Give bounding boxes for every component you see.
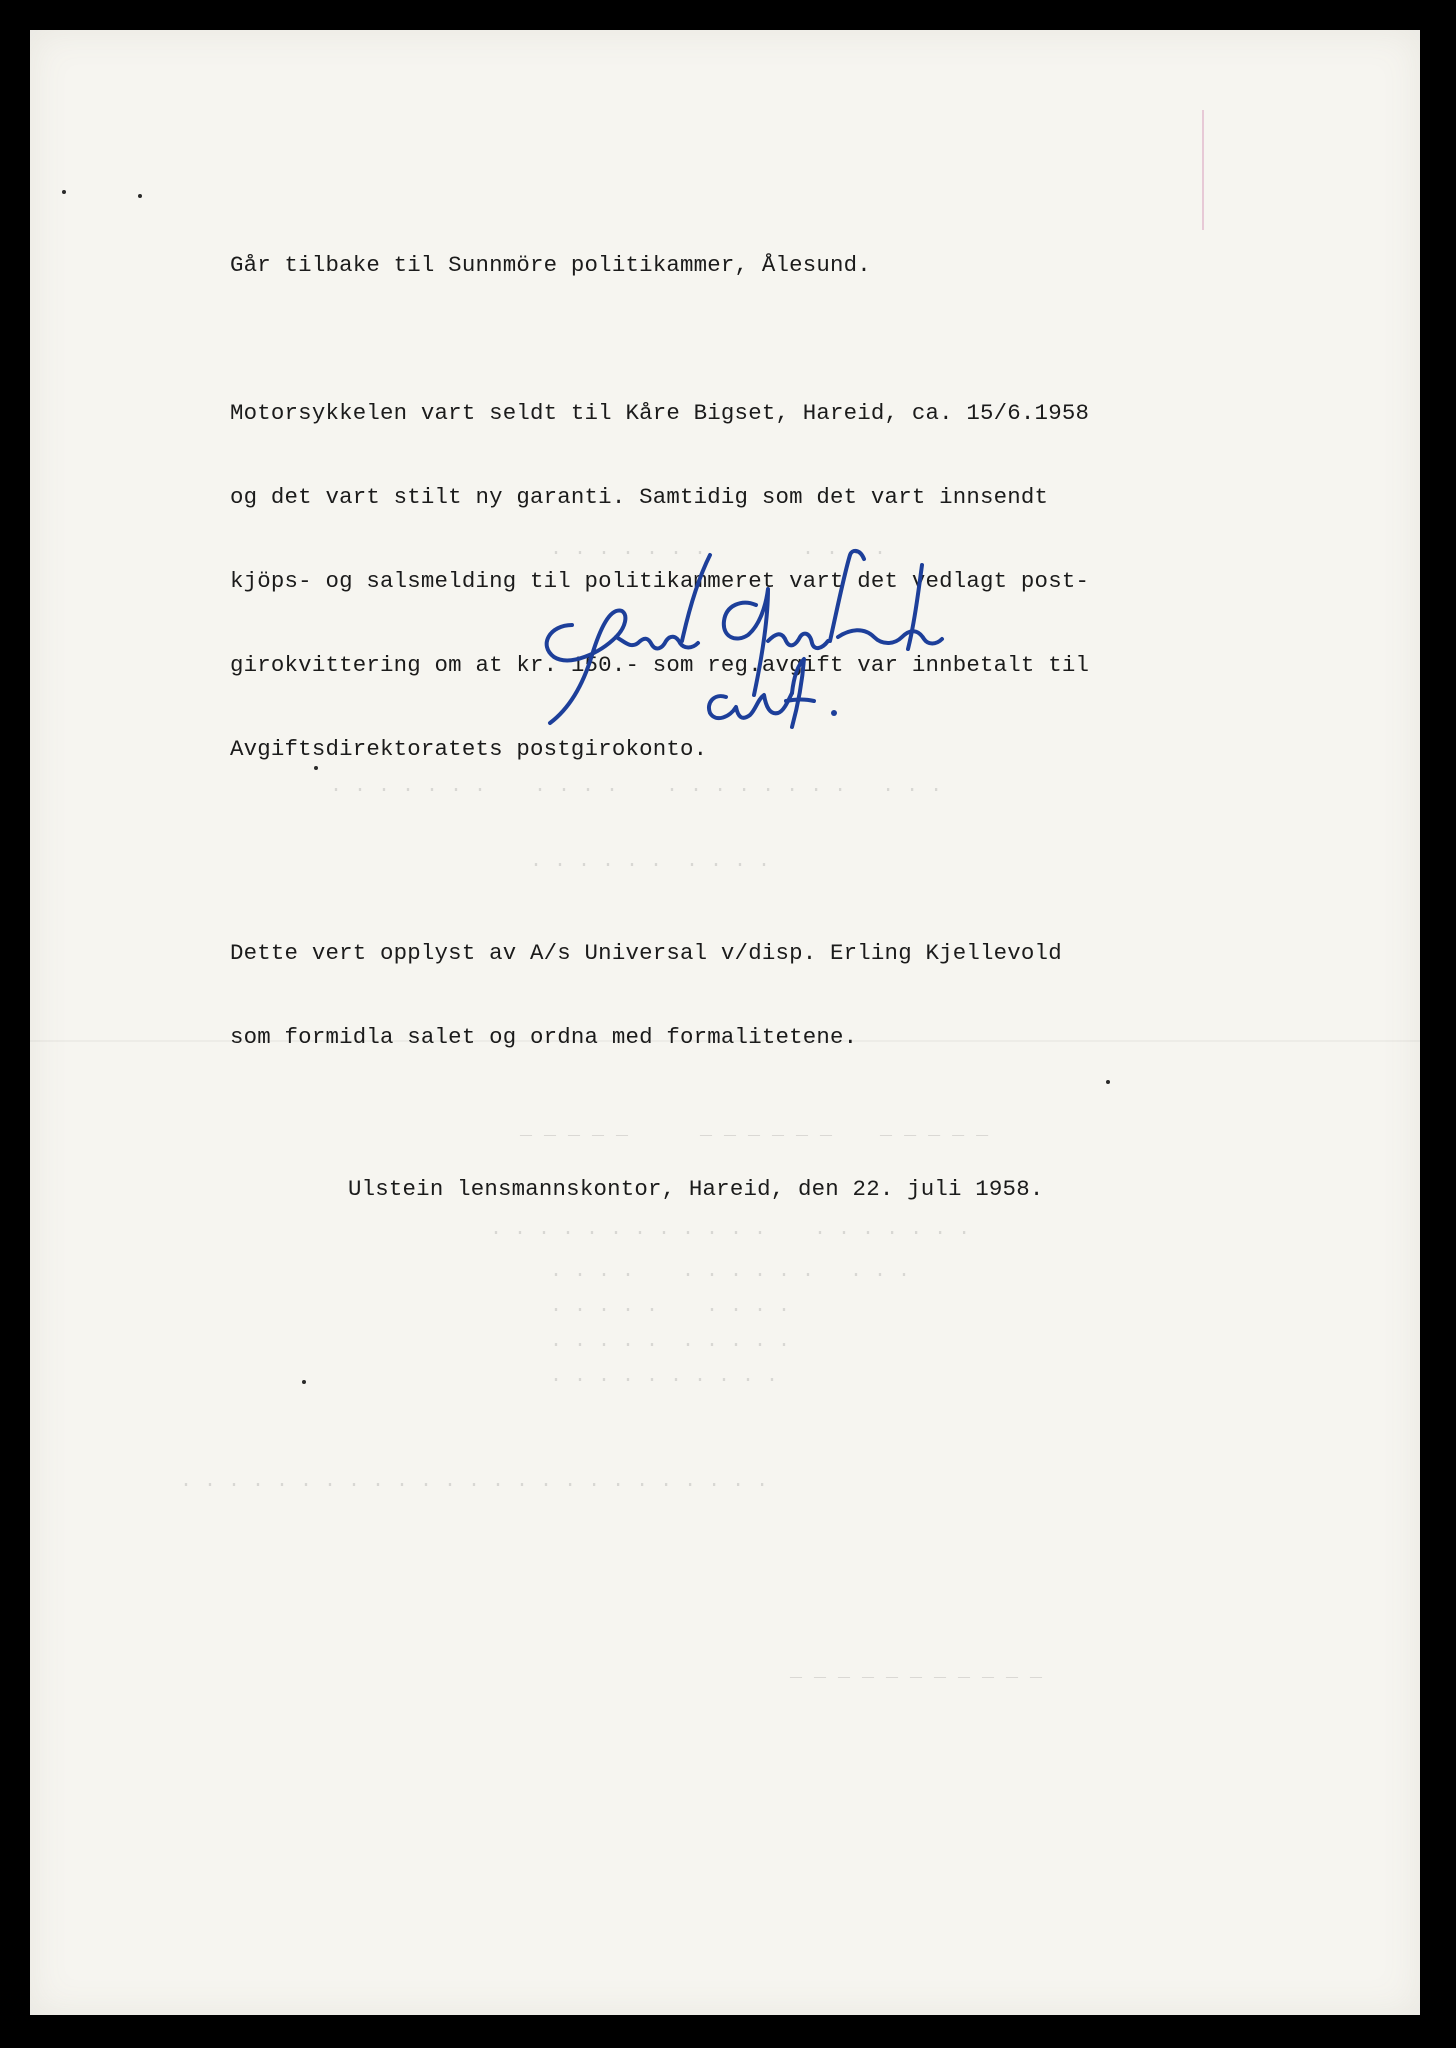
text-line: som formidla salet og ordna med formalitetene.: [230, 1024, 858, 1050]
text-line: kjöps- og salsmelding til politikammeret vart det vedlagt post-: [230, 568, 1090, 594]
bleed-through-text: . . . . . . . . . . . . . . . . . . .: [490, 1218, 971, 1241]
document-page: [30, 30, 1420, 2015]
bleed-through-text: . . . . . . . . .: [550, 1295, 791, 1318]
bleed-through-text: . . . . . . . . . .: [550, 1365, 779, 1388]
paragraph-source: [230, 883, 1360, 1107]
bleed-through-text: . . . . . . . . . . .: [550, 538, 887, 561]
bleed-through-text: . . . . . . . . . . . . . . . . . . . . . . . . .: [180, 1470, 769, 1493]
return-line: Går tilbake til Sunnmöre politikammer, Ålesund.: [230, 252, 871, 278]
text-line: og det vart stilt ny garanti. Samtidig som det vart innsendt: [230, 484, 1049, 510]
text-line: Avgiftsdirektoratets postgirokonto.: [230, 736, 708, 762]
ink-speck: [302, 1380, 306, 1384]
text-line: girokvittering om at kr. 150.- som reg.avgift var innbetalt til: [230, 652, 1090, 678]
bleed-through-text: _ _ _ _ _ _ _ _ _ _ _: [790, 1660, 1043, 1683]
bleed-through-text: . . . . . . . . . . . . . . . . . . . . . .: [330, 775, 943, 798]
bleed-through-text: . . . . . . . . . . . . .: [550, 1260, 911, 1283]
bleed-through-text: . . . . . . . . . .: [530, 850, 771, 873]
handwritten-signature: [530, 545, 980, 755]
place-date-line: Ulstein lensmannskontor, Hareid, den 22. juli 1958.: [348, 1176, 1044, 1202]
text-line: Motorsykkelen vart seldt til Kåre Bigset, Hareid, ca. 15/6.1958: [230, 400, 1090, 426]
bleed-through-text: _ _ _ _ _ _ _ _ _ _ _ _ _ _ _ _: [520, 1118, 989, 1141]
bleed-through-text: . . . . . . . . . .: [550, 1330, 791, 1353]
text-line: Dette vert opplyst av A/s Universal v/disp. Erling Kjellevold: [230, 940, 1062, 966]
ink-speck: [62, 190, 66, 194]
ink-speck: [138, 194, 142, 198]
